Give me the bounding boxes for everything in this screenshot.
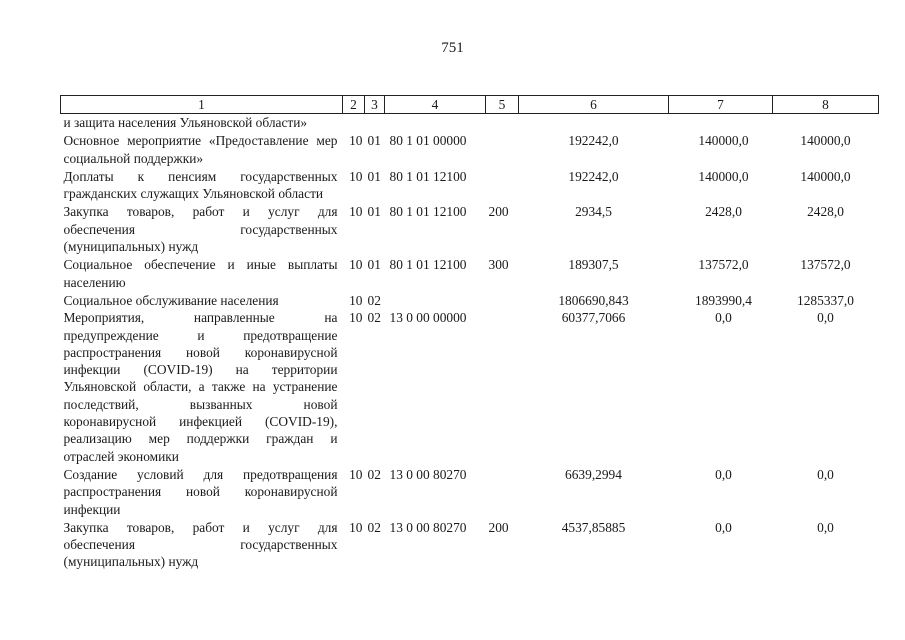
row-target-article: 80 1 01 12100 [389,204,467,220]
row-subsection: 02 [367,310,381,326]
row-subsection: 01 [367,133,381,149]
row-amount-col7: 2428,0 [705,204,742,220]
row-expense-type [486,465,519,518]
row-expense-type [486,291,519,309]
column-header-8: 8 [773,96,879,114]
row-target-article [385,291,486,309]
column-header-4: 4 [385,96,486,114]
row-name: Мероприятия, направленные на предупреждение и предотвращение распространения новой коронавирусной инфекции (COVID-19) на территории Ульяновской области, а также на устранение последствий, вызванных новой коронавирусной инфекцией (COVID-19), реализацию мер поддержки граждан и отраслей экономики [63,310,338,464]
table-row [61,202,879,255]
row-section: 10 [349,133,363,149]
row-amount-col8: 140000,0 [800,133,851,149]
row-amount-col7: 0,0 [715,519,732,535]
row-amount-col8: 0,0 [817,519,834,535]
table-row [61,255,879,291]
row-amount-col6: 4537,85885 [561,519,626,535]
row-amount-col8: 0,0 [817,310,834,326]
row-subsection: 01 [367,168,381,184]
row-amount-col8: 0,0 [817,466,834,482]
row-name: Доплаты к пенсиям государственных гражданских служащих Ульяновской области [63,168,338,202]
page-number: 751 [441,40,464,56]
row-section: 10 [349,204,363,220]
column-header-3: 3 [365,96,385,114]
row-amount-col6: 192242,0 [568,168,619,184]
row-expense-type [486,309,519,465]
row-expense-type: 200 [488,204,509,220]
row-amount-col6: 2934,5 [575,204,612,220]
row-amount-col8: 137572,0 [800,257,851,273]
row-subsection: 01 [367,204,381,220]
column-header-6: 6 [519,96,669,114]
row-amount-col8: 2428,0 [807,204,844,220]
row-section: 10 [349,310,363,326]
row-subsection: 02 [367,519,381,535]
column-header-2: 2 [343,96,365,114]
table-row [61,309,879,465]
row-amount-col7: 137572,0 [698,257,749,273]
row-target-article: 13 0 00 80270 [389,466,467,482]
row-expense-type [486,167,519,203]
row-amount-col6: 60377,7066 [561,310,626,326]
table-row [61,167,879,203]
row-name: Создание условий для предотвращения распространения новой коронавирусной инфекции [63,466,338,517]
table-row [61,131,879,167]
row-amount-col7: 0,0 [715,310,732,326]
column-header-7: 7 [669,96,773,114]
row-section: 10 [349,466,363,482]
row-name: Социальное обеспечение и иные выплаты населению [63,257,338,290]
row-amount-col6: 6639,2994 [565,466,622,482]
row-subsection [365,114,385,132]
table-row [61,518,879,571]
table-row [61,114,879,132]
row-amount-col7: 0,0 [715,466,732,482]
row-target-article: 80 1 01 12100 [389,168,467,184]
column-header-5: 5 [486,96,519,114]
table-row [61,465,879,518]
row-amount-col6: 192242,0 [568,133,619,149]
row-amount-col8: 1285337,0 [797,292,854,308]
row-amount-col6: 189307,5 [568,257,619,273]
row-name: Закупка товаров, работ и услуг для обеспечения государственных (муниципальных) нужд [63,519,338,570]
row-target-article [385,114,486,132]
row-subsection: 02 [367,292,381,308]
row-amount-col7: 1893990,4 [695,292,752,308]
row-name: Основное мероприятие «Предоставление мер социальной поддержки» [63,133,338,166]
table-row [61,291,879,309]
row-name: Закупка товаров, работ и услуг для обеспечения государственных (муниципальных) нужд [63,204,338,255]
row-amount-col7: 140000,0 [698,168,749,184]
row-target-article: 80 1 01 12100 [389,257,467,273]
row-section: 10 [349,168,363,184]
row-amount-col8: 140000,0 [800,168,851,184]
row-expense-type [486,114,519,132]
row-expense-type [486,131,519,167]
row-target-article: 80 1 01 00000 [389,133,467,149]
row-subsection: 01 [367,257,381,273]
row-target-article: 13 0 00 80270 [389,519,467,535]
row-name: и защита населения Ульяновской области» [63,115,308,130]
row-amount-col7: 140000,0 [698,133,749,149]
row-target-article: 13 0 00 00000 [389,310,467,326]
row-section: 10 [349,257,363,273]
row-amount-col7 [669,114,773,132]
column-header-1: 1 [61,96,343,114]
row-amount-col6: 1806690,843 [558,292,629,308]
row-section: 10 [349,519,363,535]
row-expense-type: 200 [488,519,509,535]
budget-table [60,95,879,571]
table-header-row [61,96,879,114]
row-expense-type: 300 [488,257,509,273]
row-section [343,114,365,132]
row-amount-col6 [519,114,669,132]
row-name: Социальное обслуживание населения [63,292,279,308]
row-section: 10 [349,292,363,308]
row-subsection: 02 [367,466,381,482]
row-amount-col8 [773,114,879,132]
